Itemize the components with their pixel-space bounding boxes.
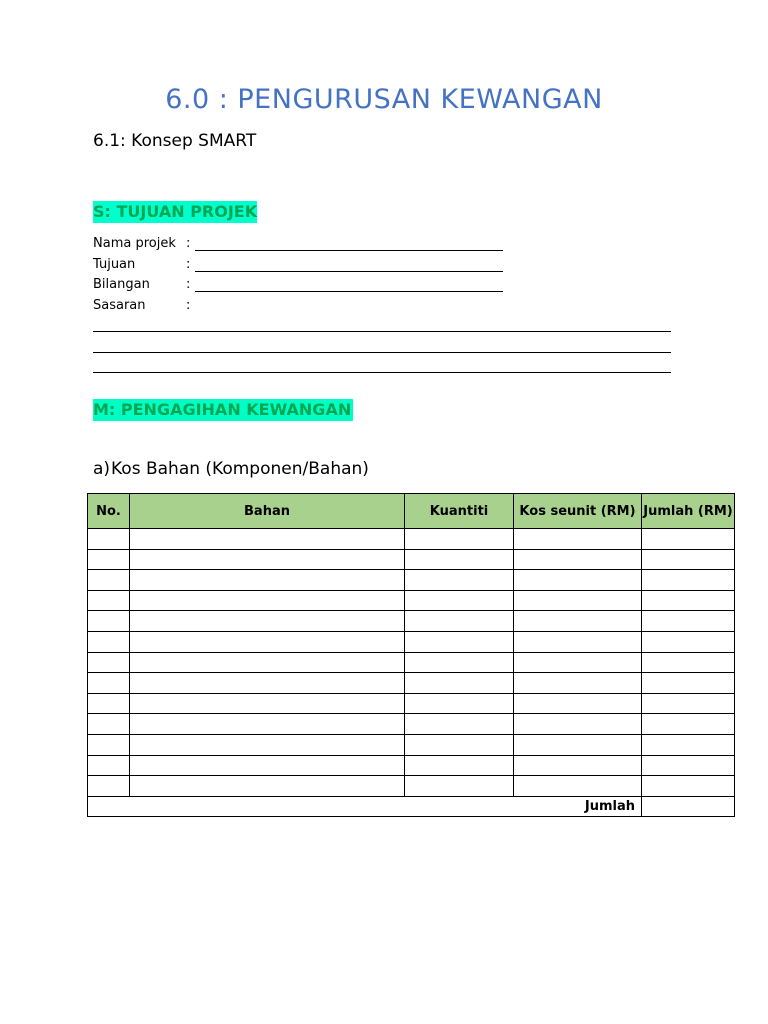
cell-kuantiti[interactable] xyxy=(405,652,514,673)
subsection-kos-bahan xyxy=(93,459,369,479)
table-row xyxy=(88,570,735,591)
cell-kos-seunit[interactable] xyxy=(514,652,642,673)
cell-bahan[interactable] xyxy=(130,549,405,570)
fill-line[interactable] xyxy=(195,258,503,272)
field-nama-projek xyxy=(93,236,503,251)
fill-line[interactable] xyxy=(195,278,503,292)
table-row xyxy=(88,652,735,673)
cell-no[interactable] xyxy=(88,611,130,632)
table-row xyxy=(88,755,735,776)
total-label: Jumlah xyxy=(88,796,642,816)
header-bahan: Bahan xyxy=(130,494,405,529)
page-title: 6.0 : PENGURUSAN KEWANGAN xyxy=(165,84,603,115)
cell-kuantiti[interactable] xyxy=(405,714,514,735)
header-kos-seunit: Kos seunit (RM) xyxy=(514,494,642,529)
cell-kos-seunit[interactable] xyxy=(514,714,642,735)
cell-kos-seunit[interactable] xyxy=(514,673,642,694)
cell-no[interactable] xyxy=(88,549,130,570)
table-row xyxy=(88,631,735,652)
cell-kuantiti[interactable] xyxy=(405,673,514,694)
cell-kuantiti[interactable] xyxy=(405,734,514,755)
cell-jumlah[interactable] xyxy=(642,673,735,694)
cell-jumlah[interactable] xyxy=(642,693,735,714)
cell-no[interactable] xyxy=(88,693,130,714)
cell-no[interactable] xyxy=(88,652,130,673)
cell-bahan[interactable] xyxy=(130,652,405,673)
field-tujuan xyxy=(93,257,503,272)
cell-bahan[interactable] xyxy=(130,570,405,591)
cell-kos-seunit[interactable] xyxy=(514,776,642,797)
field-colon: : xyxy=(186,236,191,251)
cell-jumlah[interactable] xyxy=(642,611,735,632)
cell-jumlah[interactable] xyxy=(642,734,735,755)
table-row xyxy=(88,611,735,632)
field-label: Nama projek xyxy=(93,236,176,251)
field-label: Tujuan xyxy=(93,257,136,272)
table-row xyxy=(88,673,735,694)
cell-no[interactable] xyxy=(88,529,130,550)
section-subtitle: 6.1: Konsep SMART xyxy=(93,131,257,151)
cell-bahan[interactable] xyxy=(130,693,405,714)
cell-kuantiti[interactable] xyxy=(405,631,514,652)
cell-jumlah[interactable] xyxy=(642,755,735,776)
table-header-row xyxy=(88,494,735,529)
header-no: No. xyxy=(88,494,130,529)
cell-jumlah[interactable] xyxy=(642,776,735,797)
cell-kos-seunit[interactable] xyxy=(514,570,642,591)
cell-kos-seunit[interactable] xyxy=(514,590,642,611)
cell-kos-seunit[interactable] xyxy=(514,611,642,632)
cell-kuantiti[interactable] xyxy=(405,549,514,570)
field-label: Sasaran xyxy=(93,298,146,313)
field-bilangan xyxy=(93,277,503,292)
cell-bahan[interactable] xyxy=(130,529,405,550)
heading-tujuan-projek: S: TUJUAN PROJEK xyxy=(93,202,258,221)
heading-pengagihan-kewangan: M: PENGAGIHAN KEWANGAN xyxy=(93,400,352,419)
sasaran-line-3[interactable] xyxy=(93,372,671,373)
cell-no[interactable] xyxy=(88,776,130,797)
field-colon: : xyxy=(186,277,191,292)
table-row xyxy=(88,734,735,755)
cell-no[interactable] xyxy=(88,714,130,735)
table-total-row xyxy=(88,796,735,816)
total-cell[interactable] xyxy=(642,796,735,816)
table-row xyxy=(88,693,735,714)
field-colon: : xyxy=(186,257,191,272)
cell-kuantiti[interactable] xyxy=(405,529,514,550)
cell-kos-seunit[interactable] xyxy=(514,755,642,776)
cell-kuantiti[interactable] xyxy=(405,570,514,591)
cell-bahan[interactable] xyxy=(130,755,405,776)
cell-bahan[interactable] xyxy=(130,673,405,694)
cell-kuantiti[interactable] xyxy=(405,776,514,797)
subsection-text: Kos Bahan (Komponen/Bahan) xyxy=(111,459,369,479)
cell-no[interactable] xyxy=(88,755,130,776)
table-row xyxy=(88,714,735,735)
cell-no[interactable] xyxy=(88,673,130,694)
cell-bahan[interactable] xyxy=(130,714,405,735)
header-kuantiti: Kuantiti xyxy=(405,494,514,529)
table-row xyxy=(88,590,735,611)
cell-kuantiti[interactable] xyxy=(405,693,514,714)
cell-jumlah[interactable] xyxy=(642,549,735,570)
cell-jumlah[interactable] xyxy=(642,529,735,550)
sasaran-line-2[interactable] xyxy=(93,352,671,353)
table-row xyxy=(88,776,735,797)
cell-bahan[interactable] xyxy=(130,590,405,611)
cell-no[interactable] xyxy=(88,590,130,611)
table-row xyxy=(88,549,735,570)
cell-kuantiti[interactable] xyxy=(405,611,514,632)
cell-jumlah[interactable] xyxy=(642,652,735,673)
cell-bahan[interactable] xyxy=(130,776,405,797)
cell-kos-seunit[interactable] xyxy=(514,549,642,570)
fill-line[interactable] xyxy=(195,237,503,251)
sasaran-line-1[interactable] xyxy=(93,331,671,332)
cell-no[interactable] xyxy=(88,631,130,652)
cell-jumlah[interactable] xyxy=(642,590,735,611)
cell-kos-seunit[interactable] xyxy=(514,693,642,714)
cell-kuantiti[interactable] xyxy=(405,755,514,776)
subsection-letter: a) xyxy=(93,459,111,479)
header-jumlah: Jumlah (RM) xyxy=(642,494,735,529)
cell-kos-seunit[interactable] xyxy=(514,631,642,652)
cell-no[interactable] xyxy=(88,570,130,591)
cell-kos-seunit[interactable] xyxy=(514,529,642,550)
cell-kuantiti[interactable] xyxy=(405,590,514,611)
table-row xyxy=(88,529,735,550)
cell-jumlah[interactable] xyxy=(642,714,735,735)
kos-bahan-table xyxy=(87,493,735,817)
cell-jumlah[interactable] xyxy=(642,570,735,591)
cell-kos-seunit[interactable] xyxy=(514,734,642,755)
field-label: Bilangan xyxy=(93,277,150,292)
cell-bahan[interactable] xyxy=(130,611,405,632)
field-sasaran xyxy=(93,298,194,313)
cell-jumlah[interactable] xyxy=(642,631,735,652)
cell-bahan[interactable] xyxy=(130,734,405,755)
cell-bahan[interactable] xyxy=(130,631,405,652)
cell-no[interactable] xyxy=(88,734,130,755)
field-colon: : xyxy=(186,298,191,313)
